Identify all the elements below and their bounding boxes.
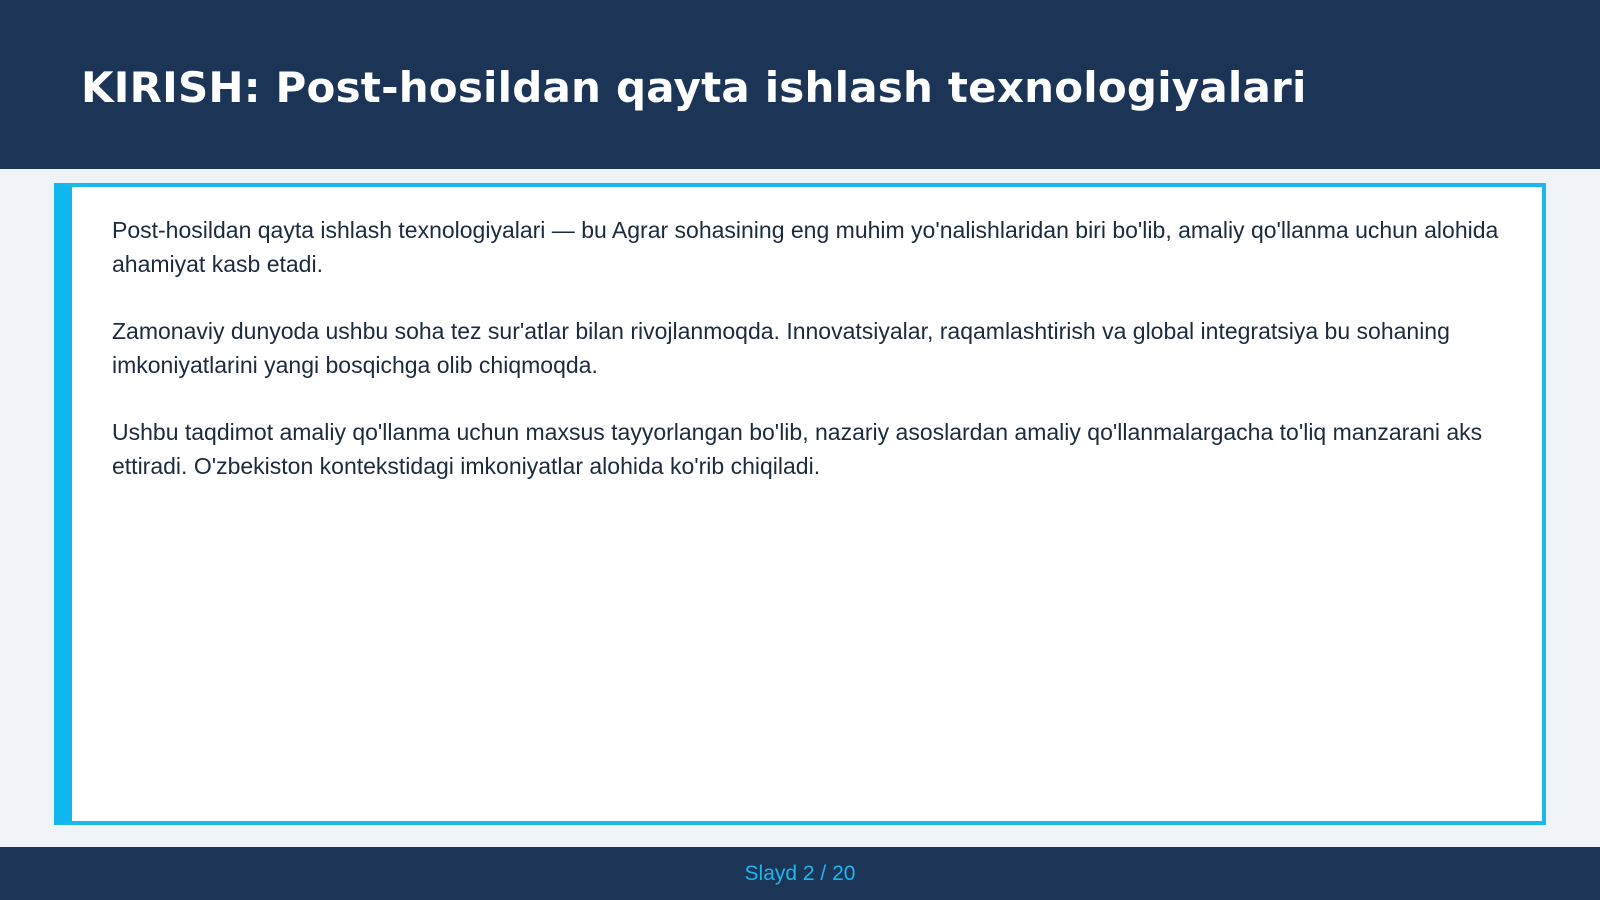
paragraph-modern-world: Zamonaviy dunyoda ushbu soha tez sur'atlar bilan rivojlanmoqda. Innovatsiyalar, raqamlashtirish va global integratsiya bu sohaning imkoniyatlarini yangi bosqichga olib chiqmoqda. <box>112 318 1450 378</box>
paragraph-presentation-purpose: Ushbu taqdimot amaliy qo'llanma uchun maxsus tayyorlangan bo'lib, nazariy asoslardan amaliy qo'llanmalargacha to'liq manzarani aks ettiradi. O'zbekiston kontekstidagi imkoniyatlar alohida ko'rib chiqiladi. <box>112 419 1483 479</box>
slide-title: KIRISH: Post-hosildan qayta ishlash texnologiyalari <box>81 63 1307 112</box>
slide-number: Slayd 2 / 20 <box>744 862 856 885</box>
content-card <box>54 183 1546 825</box>
slide-header <box>0 0 1600 169</box>
content-paragraphs <box>112 213 1502 516</box>
paragraph-intro: Post-hosildan qayta ishlash texnologiyalari — bu Agrar sohasining eng muhim yo'nalishlaridan biri bo'lib, amaliy qo'llanma uchun alohida ahamiyat kasb etadi. <box>112 217 1499 277</box>
slide-footer <box>0 847 1600 900</box>
